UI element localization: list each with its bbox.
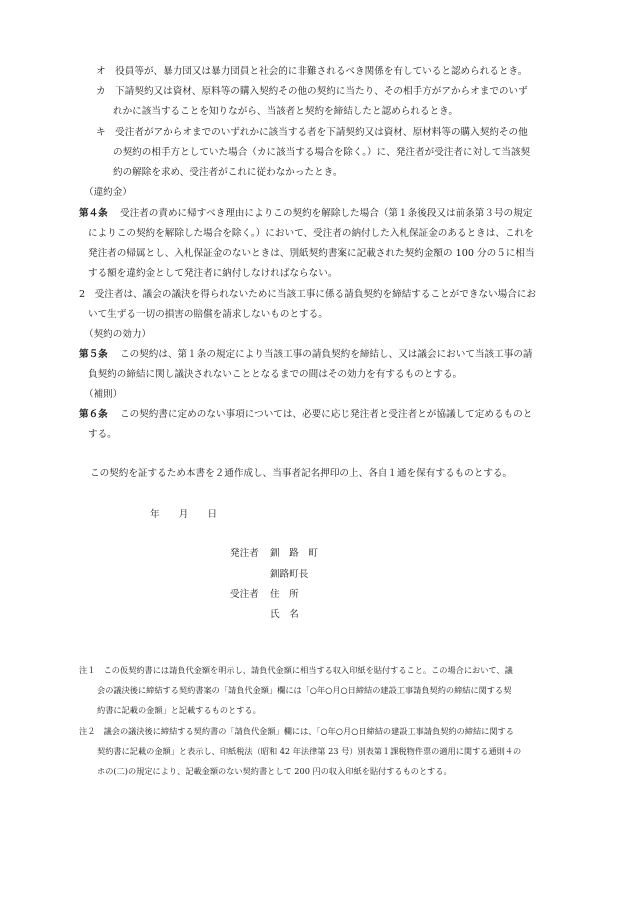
note-1-line-3: 約書に記載の金額」と記載するものとする。	[97, 705, 261, 715]
note-1-line-1: 注１ この仮契約書には請負代金額を明示し、請負代金額に相当する収入印紙を貼付すること。この場合において、議	[79, 665, 513, 675]
orderer-title: 釧路町長	[270, 569, 309, 580]
article-4-heading: （違約金）	[84, 187, 132, 198]
article-4-line-4: する額を違約金として発注者に納付しなければならない。	[88, 268, 338, 279]
contractor-address-label: 住 所	[270, 589, 299, 600]
item-ki-line-2: の契約の相手方としていた場合（カに該当する場合を除く。）に、発注者が受注者に対して当該契	[113, 147, 531, 158]
article-4-line-1: 受注者の責めに帰すべき理由によりこの契約を解除した場合（第１条後段又は前条第３号の規定	[120, 208, 533, 219]
article-5-line-2: 負契約の締結に関し議決されないこととなるまでの間はその効力を有するものとする。	[88, 369, 463, 380]
note-2-line-1: 注２ 議会の議決後に締結する契約書の「請負代金額」欄には、「○年○月○日締結の建設工事請負契約の締結に関する	[79, 726, 514, 736]
article-5-heading: （契約の効力）	[84, 329, 152, 340]
article-6-label: 第６条	[79, 409, 108, 420]
article-6-heading: （補則）	[84, 389, 123, 400]
article-5-line-1: この契約は、第１条の規定により当該工事の請負契約を締結し、又は議会において当該工事の請	[120, 349, 533, 360]
item-ki-line-1: キ 受注者がアからオまでのいずれかに該当する者を下請契約又は資材、原材料等の購入契約その他	[96, 127, 528, 138]
article-4-line-2: によりこの契約を解除した場合を除く。）において、受注者の納付した入札保証金のあるときは、これを	[88, 228, 534, 239]
note-2-line-2: 契約書に記載の金額」と表示し、印紙税法（昭和 42 年法律第 23 号）別表第１課税物件票の適用に関する通則４の	[97, 746, 522, 756]
item-ka-line-2: れかに該当することを知りながら、当該者と契約を締結したと認められるとき。	[113, 106, 458, 117]
article-4-para-2-line-2: いて生ずる一切の損害の賠償を請求しないものとする。	[88, 309, 328, 320]
closing-statement: この契約を証するため本書を２通作成し、当事者記名押印の上、各自１通を保有するものとする。	[90, 468, 513, 479]
note-2-line-3: ホの(二)の規定により、記載金額のない契約書として 200 円の収入印紙を貼付するものとする。	[97, 766, 452, 776]
contractor-name-label: 氏 名	[270, 609, 299, 620]
note-1-line-2: 会の議決後に締結する契約書案の「請負代金額」欄には「○年○月○日締結の建設工事請負契約の締結に関する契	[97, 685, 512, 695]
orderer-name: 釧 路 町	[270, 548, 318, 559]
article-4-label: 第４条	[79, 208, 108, 219]
item-o: オ 役員等が、暴力団又は暴力団員と社会的に非難されるべき関係を有していると認められるとき。	[96, 66, 528, 77]
orderer-label: 発注者	[230, 548, 259, 559]
article-6-line-1: この契約書に定めのない事項については、必要に応じ発注者と受注者とが協議して定めるものと	[120, 409, 533, 420]
article-5-label: 第５条	[79, 349, 108, 360]
contract-date: 年 月 日	[150, 509, 218, 520]
item-ki-line-3: 約の解除を求め、受注者がこれに従わなかったとき。	[113, 167, 343, 178]
item-ka-line-1: カ 下請契約又は資材、原料等の購入契約その他の契約に当たり、その相手方がアからオまでのいず	[96, 86, 528, 97]
article-4-para-2-line-1: 2 受注者は、議会の議決を得られないために当該工事に係る請負契約を締結することができない場合にお	[79, 289, 537, 300]
article-6-line-2: する。	[88, 429, 117, 440]
contractor-label: 受注者	[230, 589, 259, 600]
article-4-line-3: 発注者の帰属とし、入札保証金のないときは、別紙契約書案に記載された契約金額の 100 分の５に相当	[88, 248, 535, 259]
